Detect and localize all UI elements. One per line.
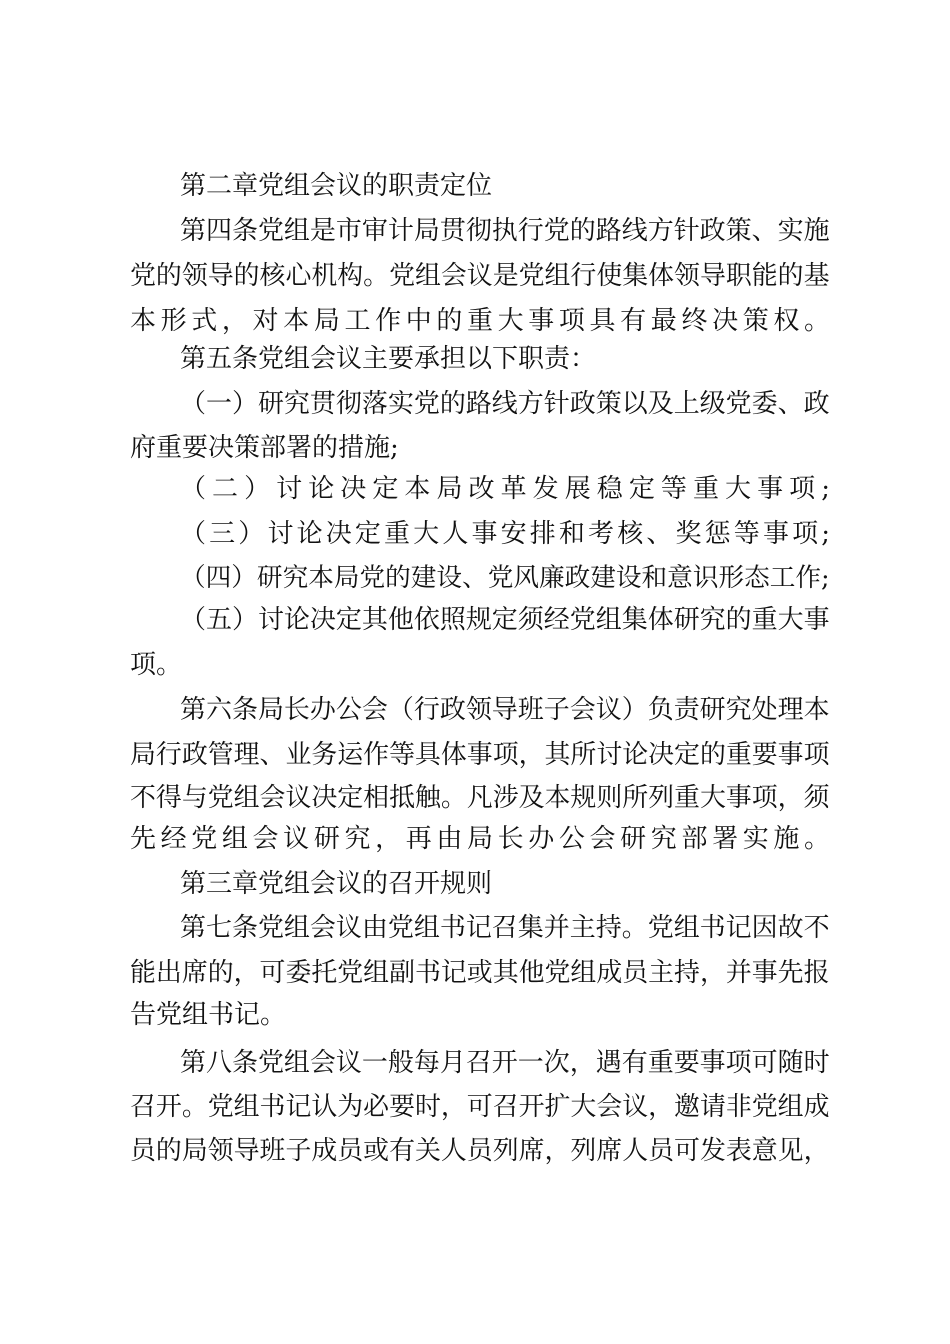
text-line: 第六条局长办公会（行政领导班子会议）负责研究处理本 [180, 695, 830, 725]
paragraph-line [0, 688, 950, 732]
text-line: 局行政管理、业务运作等具体事项，其所讨论决定的重要事项 [130, 740, 830, 770]
paragraph-line [0, 1041, 950, 1085]
text-line: （四）研究本局党的建设、党风廉政建设和意识形态工作; [180, 563, 830, 593]
text-line: 第七条党组会议由党组书记召集并主持。党组书记因故不 [180, 913, 830, 943]
paragraph-line [0, 209, 950, 253]
text-line: 员的局领导班子成员或有关人员列席，列席人员可发表意见， [130, 1136, 830, 1166]
text-line: 项。 [130, 650, 183, 680]
paragraph-line [0, 337, 950, 381]
chapter-heading [0, 164, 950, 208]
text-line: 能出席的，可委托党组副书记或其他党组成员主持，并事先报 [130, 958, 830, 988]
text-line: 先经党组会议研究，再由局长办公会研究部署实施。 [130, 824, 835, 854]
text-line: （二）讨论决定本局改革发展稳定等重大事项; [180, 474, 837, 504]
text-line: 本形式，对本局工作中的重大事项具有最终决策权。 [130, 306, 835, 336]
paragraph-line [0, 951, 950, 995]
paragraph-line [0, 254, 950, 298]
paragraph-line [0, 1085, 950, 1129]
text-line: 告党组书记。 [130, 1000, 287, 1030]
text-line: 召开。党组书记认为必要时，可召开扩大会议，邀请非党组成 [130, 1092, 830, 1122]
list-item-line [0, 512, 950, 556]
list-item-line [0, 643, 950, 687]
chapter-heading [0, 862, 950, 906]
text-line: 第五条党组会议主要承担以下职责： [180, 344, 597, 374]
text-line: 第八条党组会议一般每月召开一次，遇有重要事项可随时 [180, 1048, 830, 1078]
text-line: 府重要决策部署的措施; [130, 433, 399, 463]
paragraph-line [0, 906, 950, 950]
paragraph-line [0, 1129, 950, 1173]
list-item-line [0, 467, 950, 511]
text-line: 第二章党组会议的职责定位 [180, 171, 493, 201]
text-line: （一）研究贯彻落实党的路线方针政策以及上级党委、政 [180, 389, 830, 419]
list-item-line [0, 426, 950, 470]
paragraph-line [0, 733, 950, 777]
list-item-line [0, 556, 950, 600]
text-line: （五）讨论决定其他依照规定须经党组集体研究的重大事 [180, 605, 830, 635]
list-item-line [0, 598, 950, 642]
text-line: 党的领导的核心机构。党组会议是党组行使集体领导职能的基 [130, 261, 830, 291]
text-line: （三）讨论决定重大人事安排和考核、奖惩等事项; [180, 519, 834, 549]
text-line: 第四条党组是市审计局贯彻执行党的路线方针政策、实施 [180, 216, 830, 246]
paragraph-line [0, 817, 950, 861]
paragraph-line [0, 993, 950, 1037]
paragraph-line [0, 776, 950, 820]
list-item-line [0, 382, 950, 426]
text-line: 第三章党组会议的召开规则 [180, 869, 493, 899]
text-line: 不得与党组会议决定相抵触。凡涉及本规则所列重大事项，须 [130, 783, 830, 813]
